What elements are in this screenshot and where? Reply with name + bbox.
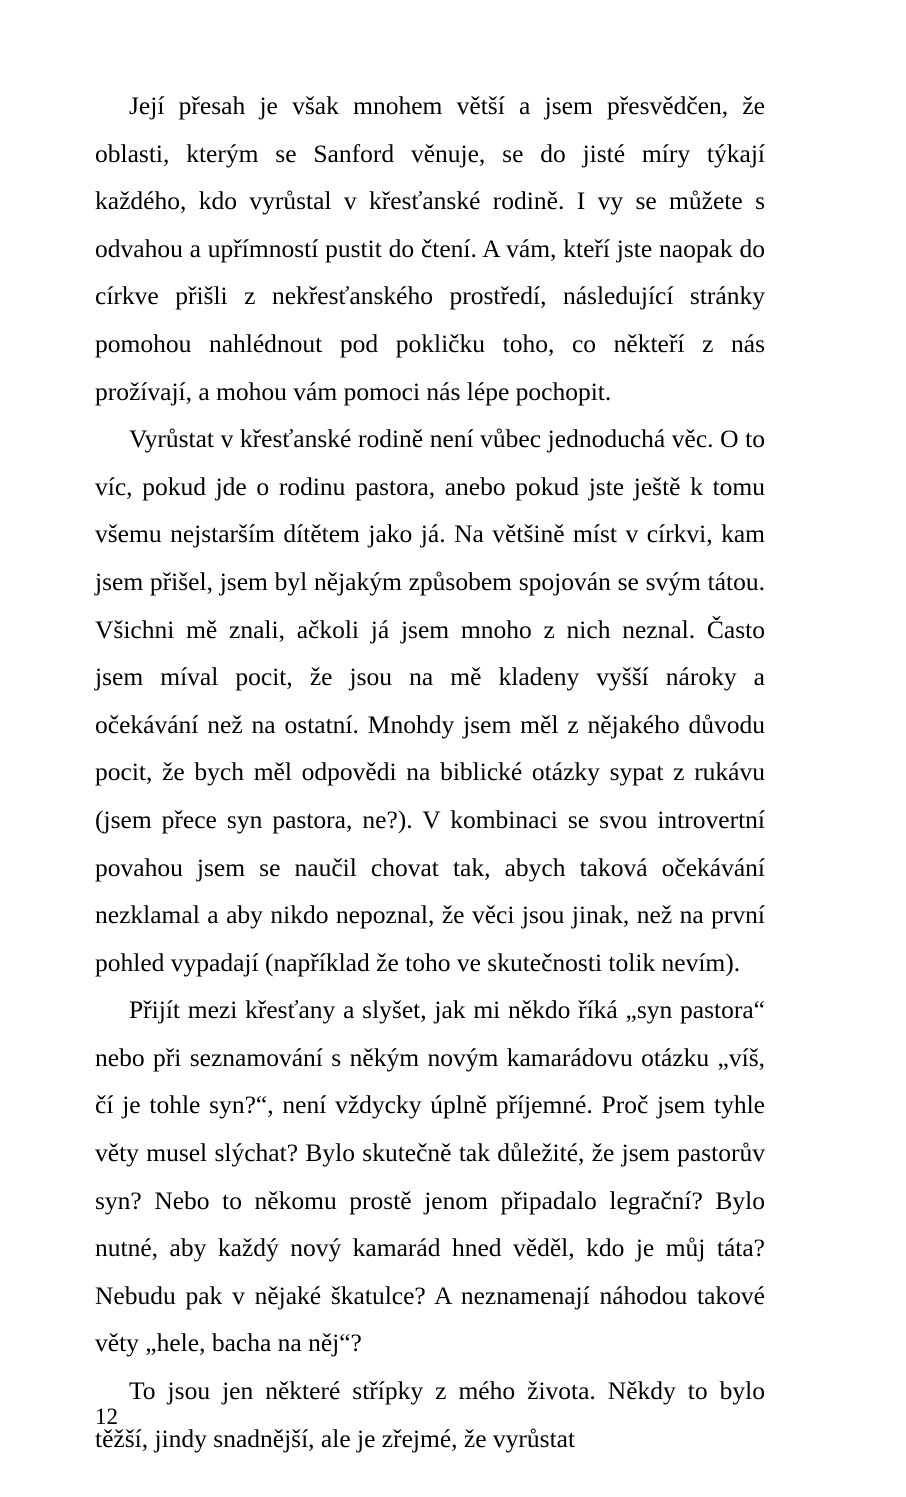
- paragraph: To jsou jen některé střípky z mého života. Někdy to bylo těžší, jindy snadnější, ale je zřejmé, že vyrůstat: [95, 1376, 765, 1453]
- body-text: [95, 82, 765, 1462]
- paragraph: Přijít mezi křesťany a slyšet, jak mi někdo říká „syn pastora“ nebo při seznamování s někým novým kamarádovu otázku „víš, čí je tohle syn?“, není vždycky úplně příjemné. Proč jsem tyhle věty musel slýchat? Bylo skutečně tak důležité, že jsem pastorův syn? Nebo to někomu prostě jenom připadalo legrační? Bylo nutné, aby každý nový kamarád hned věděl, kdo je můj táta? Nebudu pak v nějaké škatulce? A neznamenají náhodou takové věty „hele, bacha na něj“?: [95, 995, 765, 1358]
- paragraph: Její přesah je však mnohem větší a jsem přesvědčen, že oblasti, kterým se Sanford věnuje, se do jisté míry týkají každého, kdo vyrůstal v křesťanské rodině. I vy se můžete s odvahou a upřímností pustit do čtení. A vám, kteří jste naopak do církve přišli z nekřesťanského prostředí, následující stránky pomohou nahlédnout pod pokličku toho, co někteří z nás prožívají, a mohou vám pomoci nás lépe pochopit.: [95, 91, 765, 406]
- paragraph: Vyrůstat v křesťanské rodině není vůbec jednoduchá věc. O to víc, pokud jde o rodinu pastora, anebo pokud jste ještě k tomu všemu nejstarším dítětem jako já. Na většině míst v církvi, kam jsem přišel, jsem byl nějakým způsobem spojován se svým tátou. Všichni mě znali, ačkoli já jsem mnoho z nich neznal. Často jsem míval pocit, že jsou na mě kladeny vyšší nároky a očekávání než na ostatní. Mnohdy jsem měl z nějakého důvodu pocit, že bych měl odpovědi na biblické otázky sypat z rukávu (jsem přece syn pastora, ne?). V kombinaci se svou introvertní povahou jsem se naučil chovat tak, abych taková očekávání nezklamal a aby nikdo nepoznal, že věci jsou jinak, než na první pohled vypadají (například že toho ve skutečnosti tolik nevím).: [95, 424, 765, 977]
- page-number: 12: [95, 1404, 118, 1429]
